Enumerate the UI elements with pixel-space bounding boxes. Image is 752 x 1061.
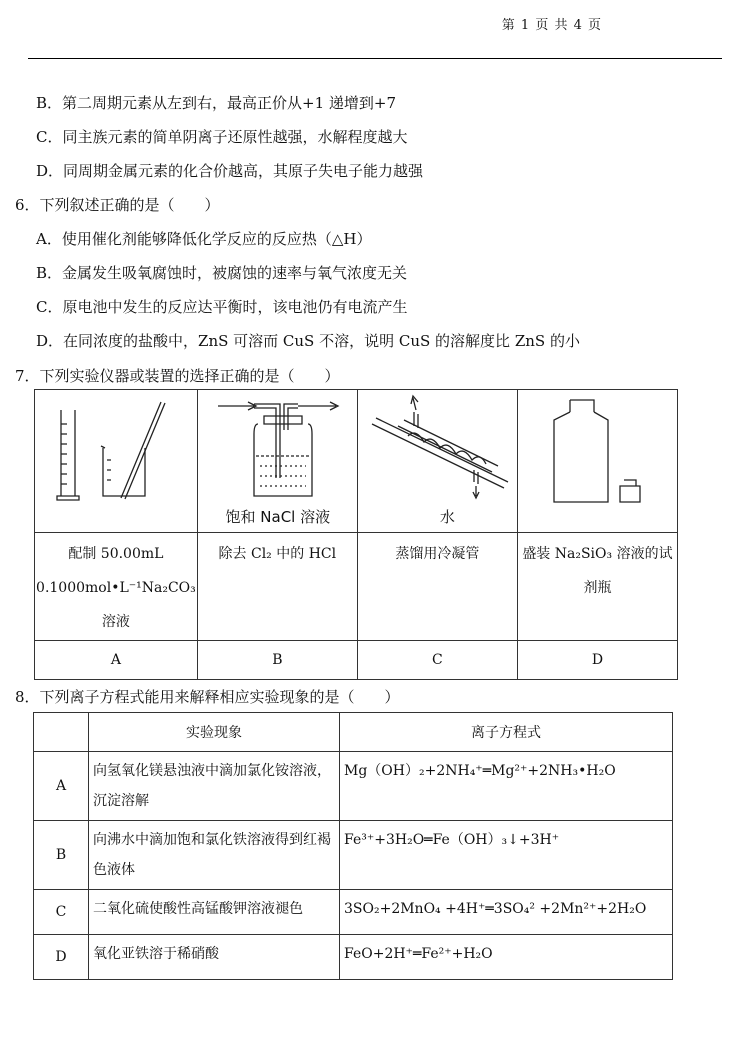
question-7: 7．下列实验仪器或装置的选择正确的是（ ） [15,367,340,385]
q8-equation-table [33,712,673,980]
apparatus-c-image [357,390,517,533]
row-letter: C [34,890,89,935]
reagent-bottle-icon [518,390,676,508]
table-row [34,935,673,980]
header-blank [34,713,89,752]
row-letter: B [34,821,89,890]
apparatus-c-desc [357,533,517,641]
row-equation: Fe³⁺+3H₂O═Fe（OH）₃↓+3H⁺ [340,821,673,890]
q6-option-d: D．在同浓度的盐酸中，ZnS 可溶而 CuS 不溶，说明 CuS 的溶解度比 ZnS 的小 [36,332,580,350]
row-phenomenon: 向沸水中滴加饱和氯化铁溶液得到红褐色液体 [89,821,340,890]
row-letter: D [34,935,89,980]
desc-b-line-1: 除去 Cl₂ 中的 HCl [218,546,337,562]
desc-a-line-1: 配制 50.00mL [68,546,164,562]
apparatus-b-desc [197,533,357,641]
table-row [34,821,673,890]
row-equation: Mg（OH）₂+2NH₄⁺═Mg²⁺+2NH₃•H₂O [340,752,673,821]
question-6: 6．下列叙述正确的是（ ） [15,196,220,214]
q7-apparatus-table [34,389,678,680]
q6-option-c: C．原电池中发生的反应达平衡时，该电池仍有电流产生 [36,298,408,316]
apparatus-b-image [197,390,357,533]
q5-option-b: B．第二周期元素从左到右，最高正价从+1 递增到+7 [36,94,397,112]
q5-option-d: D．同周期金属元素的化合价越高，其原子失电子能力越强 [36,162,424,180]
apparatus-d-desc [517,533,677,641]
apparatus-c-caption: 水 [439,508,455,526]
desc-d-line-2: 剂瓶 [583,580,612,596]
option-letter-d: D [517,641,677,680]
desc-c-line-1: 蒸馏用冷凝管 [395,546,480,562]
question-8: 8．下列离子方程式能用来解释相应实验现象的是（ ） [15,688,400,706]
row-phenomenon: 氧化亚铁溶于稀硝酸 [89,935,340,980]
option-letter-a: A [35,641,198,680]
option-letter-c: C [357,641,517,680]
header-equation: 离子方程式 [340,713,673,752]
condenser-icon [358,390,516,508]
row-equation: FeO+2H⁺═Fe²⁺+H₂O [340,935,673,980]
desc-a-line-3: 溶液 [101,614,130,630]
row-equation: 3SO₂+2MnO₄ +4H⁺═3SO₄² +2Mn²⁺+2H₂O [340,890,673,935]
row-letter: A [34,752,89,821]
gas-washing-bottle-icon [198,390,356,500]
q6-option-b: B．金属发生吸氧腐蚀时，被腐蚀的速率与氧气浓度无关 [36,264,408,282]
option-letter-b: B [197,641,357,680]
cylinder-beaker-icon [35,390,193,532]
table-row [34,890,673,935]
apparatus-a-desc [35,533,198,641]
q6-option-a: A．使用催化剂能够降低化学反应的反应热（△H） [36,230,372,248]
header-rule [28,58,722,59]
desc-d-line-1: 盛装 Na₂SiO₃ 溶液的试 [522,546,673,562]
header-phenomenon: 实验现象 [89,713,340,752]
q5-option-c: C．同主族元素的简单阴离子还原性越强，水解程度越大 [36,128,408,146]
page-header: 第 1 页 共 4 页 [501,18,602,33]
row-phenomenon: 二氧化硫使酸性高锰酸钾溶液褪色 [89,890,340,935]
apparatus-d-image [517,390,677,533]
apparatus-a-image [35,390,198,533]
apparatus-b-caption: 饱和 NaCl 溶液 [225,508,331,526]
table-row [34,752,673,821]
row-phenomenon: 向氢氧化镁悬浊液中滴加氯化铵溶液，沉淀溶解 [89,752,340,821]
desc-a-line-2: 0.1000mol•L⁻¹Na₂CO₃ [36,580,196,596]
